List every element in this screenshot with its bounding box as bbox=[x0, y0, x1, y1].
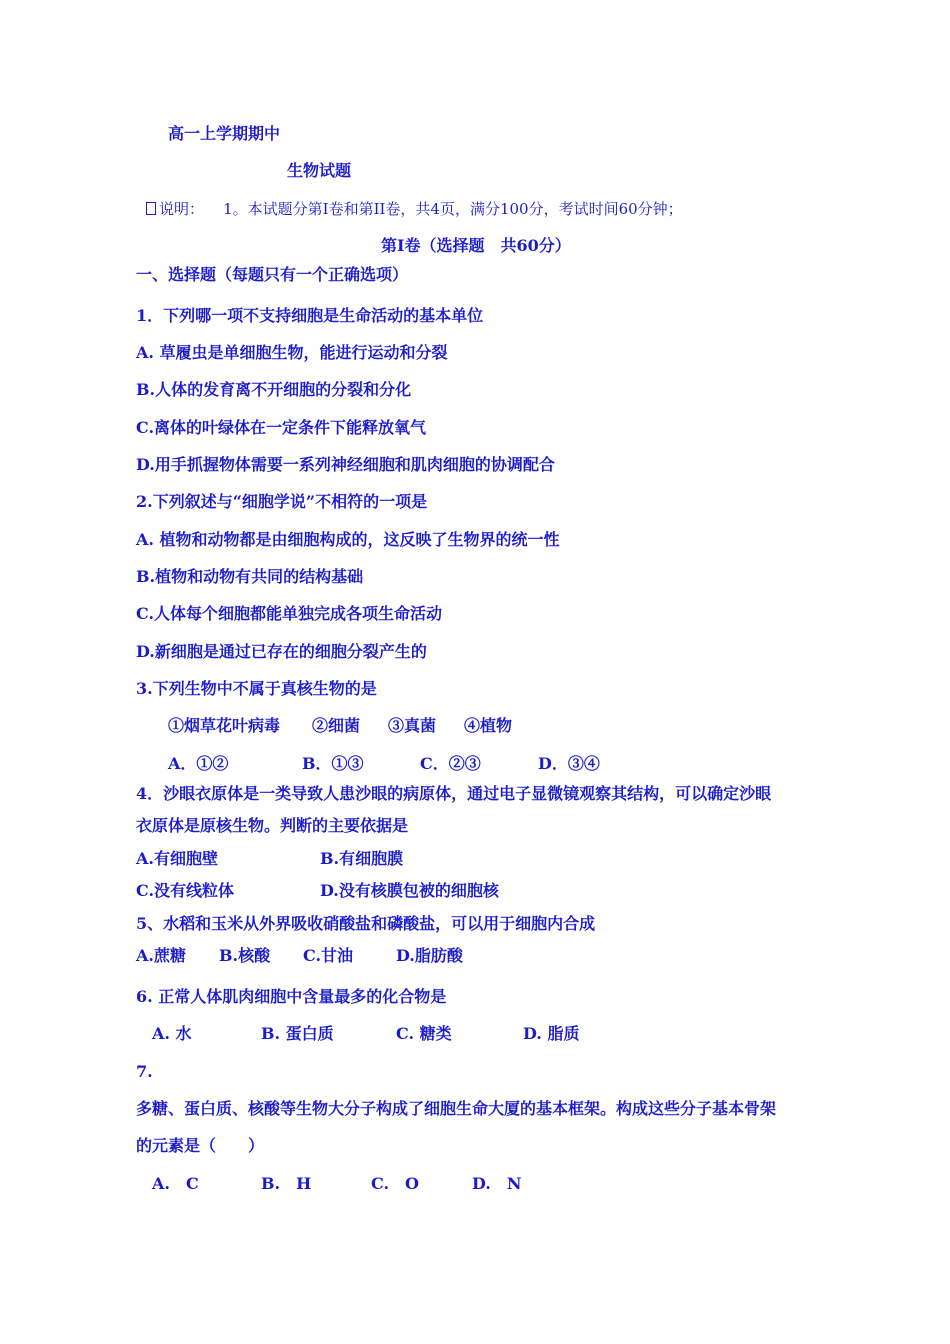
question-5-option-b: B.核酸 bbox=[219, 946, 271, 965]
question-6-option-a: A. 水 bbox=[152, 1024, 192, 1043]
question-3-stem: 3.下列生物中不属于真核生物的是 bbox=[136, 679, 377, 698]
course-title: 高一上学期期中 bbox=[168, 124, 281, 143]
question-7-stem-line-2: 的元素是（ ） bbox=[136, 1136, 265, 1155]
question-2-option-d: D.新细胞是通过已存在的细胞分裂产生的 bbox=[136, 642, 427, 661]
question-7-option-c: C. O bbox=[371, 1174, 419, 1193]
note-label: 说明： bbox=[159, 200, 205, 218]
question-3-option-a: A．①② bbox=[168, 754, 229, 773]
question-7-stem-line-1: 多糖、蛋白质、核酸等生物大分子构成了细胞生命大厦的基本框架。构成这些分子基本骨架 bbox=[136, 1099, 777, 1118]
question-4-stem-line-1: 4．沙眼衣原体是一类导致人患沙眼的病原体，通过电子显微镜观察其结构，可以确定沙眼 bbox=[136, 784, 772, 803]
checkbox-glyph-icon bbox=[146, 202, 156, 215]
question-6-option-d: D. 脂质 bbox=[523, 1024, 580, 1043]
question-2-option-c: C.人体每个细胞都能单独完成各项生命活动 bbox=[136, 604, 443, 623]
question-4-option-c: C.没有线粒体 bbox=[136, 881, 235, 900]
question-4-option-d: D.没有核膜包被的细胞核 bbox=[320, 881, 499, 900]
question-3-option-d: D．③④ bbox=[538, 754, 600, 773]
question-3-item-1: ①烟草花叶病毒 bbox=[168, 716, 281, 735]
question-2-stem: 2.下列叙述与“细胞学说”不相符的一项是 bbox=[136, 492, 428, 511]
question-6-stem: 6. 正常人体肌肉细胞中含量最多的化合物是 bbox=[136, 987, 447, 1006]
question-6-option-c: C. 糖类 bbox=[396, 1024, 452, 1043]
question-1-option-b: B.人体的发育离不开细胞的分裂和分化 bbox=[136, 380, 412, 399]
question-2-option-b: B.植物和动物有共同的结构基础 bbox=[136, 567, 364, 586]
question-7-option-d: D. N bbox=[472, 1174, 522, 1193]
part-title: 第I卷（选择题 共60分） bbox=[381, 236, 571, 255]
question-4-option-a: A.有细胞壁 bbox=[136, 849, 218, 868]
question-4-stem-line-2: 衣原体是原核生物。判断的主要依据是 bbox=[136, 816, 409, 835]
question-7-option-b: B. H bbox=[261, 1174, 312, 1193]
question-3-item-2: ②细菌 bbox=[312, 716, 361, 735]
question-1-option-d: D.用手抓握物体需要一系列神经细胞和肌肉细胞的协调配合 bbox=[136, 455, 555, 474]
question-5-option-a: A.蔗糖 bbox=[136, 946, 186, 965]
question-1-option-a: A. 草履虫是单细胞生物，能进行运动和分裂 bbox=[136, 343, 448, 362]
question-5-option-d: D.脂肪酸 bbox=[396, 946, 463, 965]
question-4-option-b: B.有细胞膜 bbox=[320, 849, 404, 868]
question-3-item-3: ③真菌 bbox=[388, 716, 437, 735]
question-7-option-a: A. C bbox=[152, 1174, 199, 1193]
section-title: 一、选择题（每题只有一个正确选项） bbox=[136, 265, 409, 284]
question-5-option-c: C.甘油 bbox=[303, 946, 354, 965]
exam-note bbox=[146, 199, 683, 219]
question-3-option-c: C．②③ bbox=[420, 754, 481, 773]
question-3-item-4: ④植物 bbox=[464, 716, 513, 735]
question-5-stem: 5、水稻和玉米从外界吸收硝酸盐和磷酸盐，可以用于细胞内合成 bbox=[136, 914, 596, 933]
question-1-option-c: C.离体的叶绿体在一定条件下能释放氧气 bbox=[136, 418, 427, 437]
question-7-number: 7. bbox=[136, 1062, 153, 1081]
question-3-option-b: B．①③ bbox=[302, 754, 364, 773]
note-text: 1。本试题分第I卷和第II卷，共4页，满分100分，考试时间60分钟； bbox=[223, 200, 683, 218]
question-1-stem: 1．下列哪一项不支持细胞是生命活动的基本单位 bbox=[136, 306, 484, 325]
question-2-option-a: A. 植物和动物都是由细胞构成的，这反映了生物界的统一性 bbox=[136, 530, 560, 549]
subject-title: 生物试题 bbox=[287, 161, 352, 180]
question-6-option-b: B. 蛋白质 bbox=[261, 1024, 334, 1043]
